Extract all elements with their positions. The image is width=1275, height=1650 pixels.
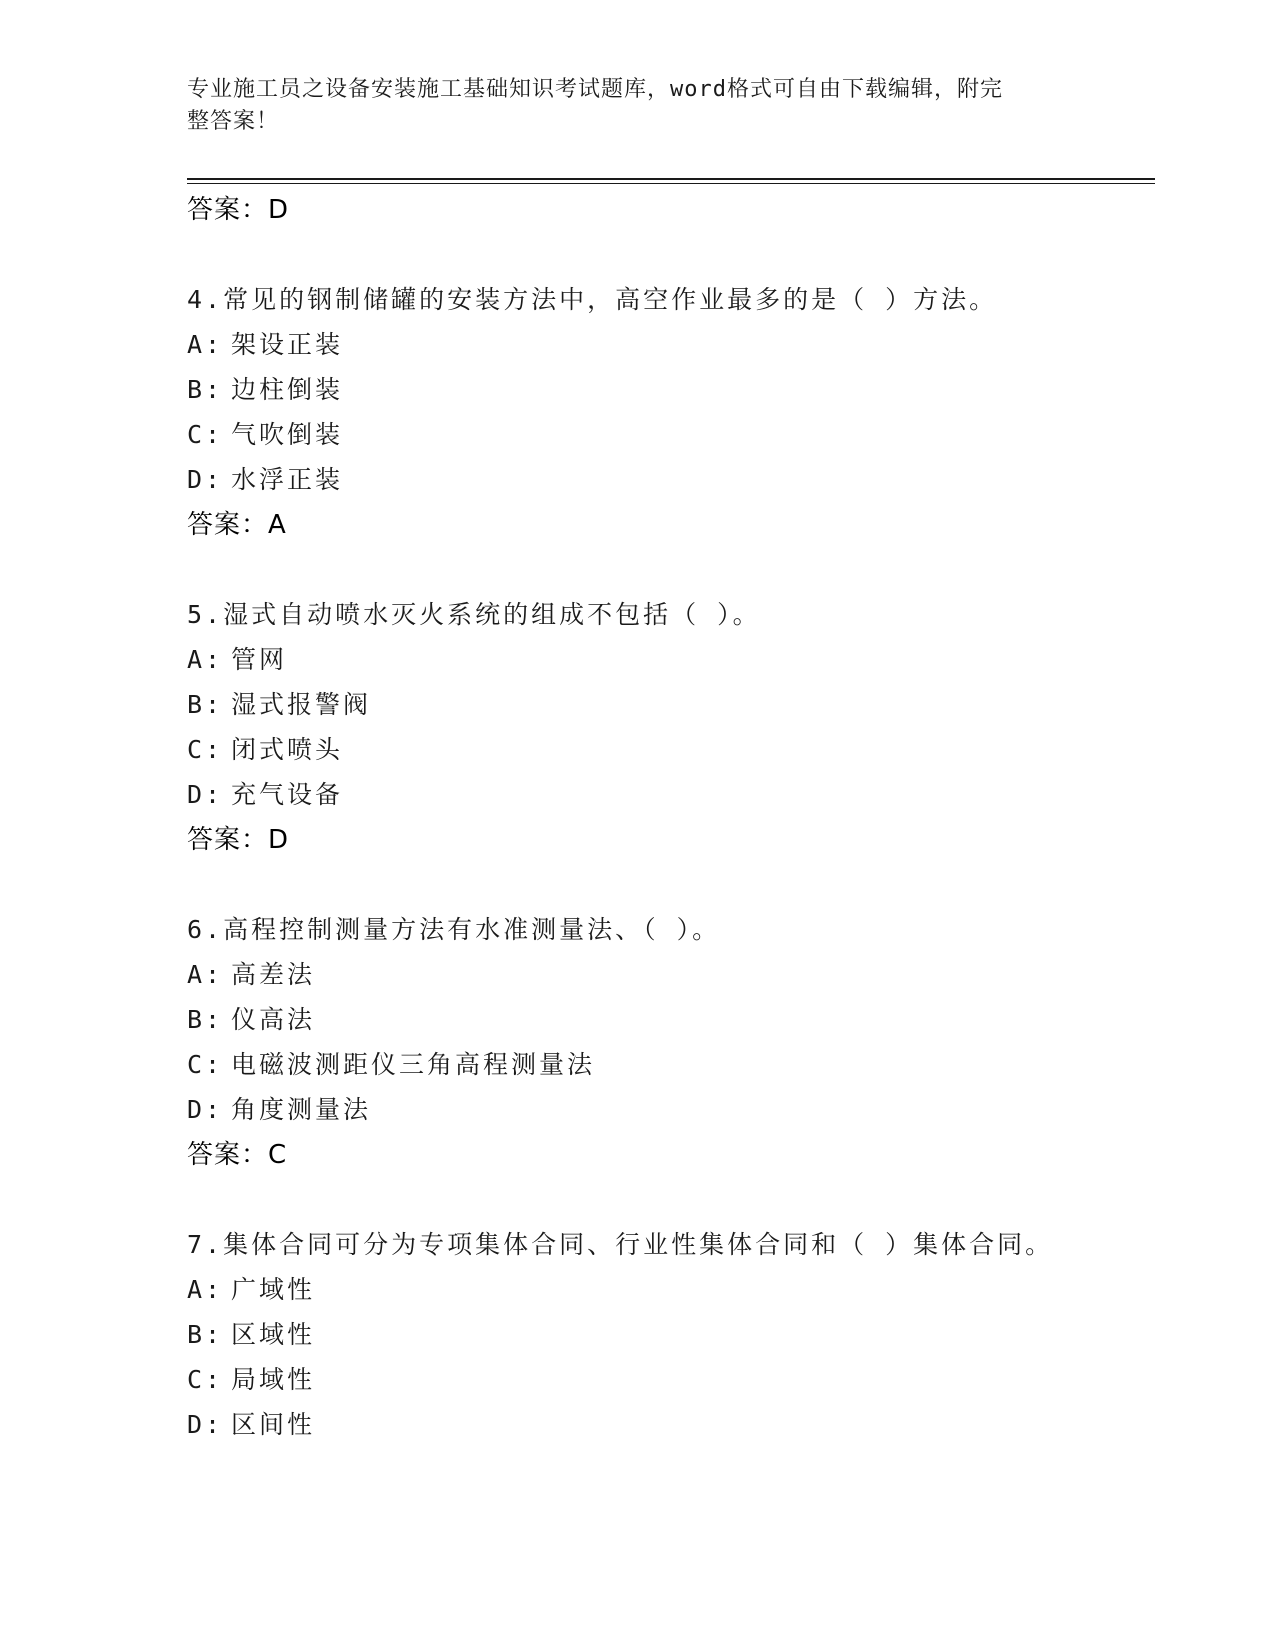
header-divider-thin bbox=[187, 183, 1155, 184]
question-7: 7.集体合同可分为专项集体合同、行业性集体合同和（ ）集体合同。 bbox=[187, 1230, 1054, 1259]
option-6b: B: 仪高法 bbox=[187, 1005, 316, 1034]
option-6c: C: 电磁波测距仪三角高程测量法 bbox=[187, 1050, 596, 1079]
question-6: 6.高程控制测量方法有水准测量法、（ ）。 bbox=[187, 915, 721, 944]
answer-q3: 答案：D bbox=[187, 195, 290, 225]
header-line-1: 专业施工员之设备安装施工基础知识考试题库，word格式可自由下载编辑，附完 bbox=[187, 77, 1003, 102]
option-7c: C: 局域性 bbox=[187, 1365, 316, 1394]
option-6d: D: 角度测量法 bbox=[187, 1095, 372, 1124]
answer-q5: 答案：D bbox=[187, 825, 290, 855]
option-4a: A: 架设正装 bbox=[187, 330, 344, 359]
header-divider-thick bbox=[187, 178, 1155, 180]
option-7a: A: 广域性 bbox=[187, 1275, 316, 1304]
option-7d: D: 区间性 bbox=[187, 1410, 316, 1439]
option-5c: C: 闭式喷头 bbox=[187, 735, 344, 764]
document-header bbox=[187, 74, 1067, 138]
option-7b: B: 区域性 bbox=[187, 1320, 316, 1349]
answer-q4: 答案：A bbox=[187, 510, 287, 540]
option-5b: B: 湿式报警阀 bbox=[187, 690, 372, 719]
option-5d: D: 充气设备 bbox=[187, 780, 344, 809]
question-5: 5.湿式自动喷水灭火系统的组成不包括（ ）。 bbox=[187, 600, 761, 629]
option-4c: C: 气吹倒装 bbox=[187, 420, 344, 449]
option-5a: A: 管网 bbox=[187, 645, 288, 674]
header-line-2: 整答案！ bbox=[187, 109, 280, 134]
option-4d: D: 水浮正装 bbox=[187, 465, 344, 494]
answer-q6: 答案：C bbox=[187, 1140, 288, 1170]
option-6a: A: 高差法 bbox=[187, 960, 316, 989]
question-4: 4.常见的钢制储罐的安装方法中，高空作业最多的是（ ）方法。 bbox=[187, 285, 998, 314]
option-4b: B: 边柱倒装 bbox=[187, 375, 344, 404]
